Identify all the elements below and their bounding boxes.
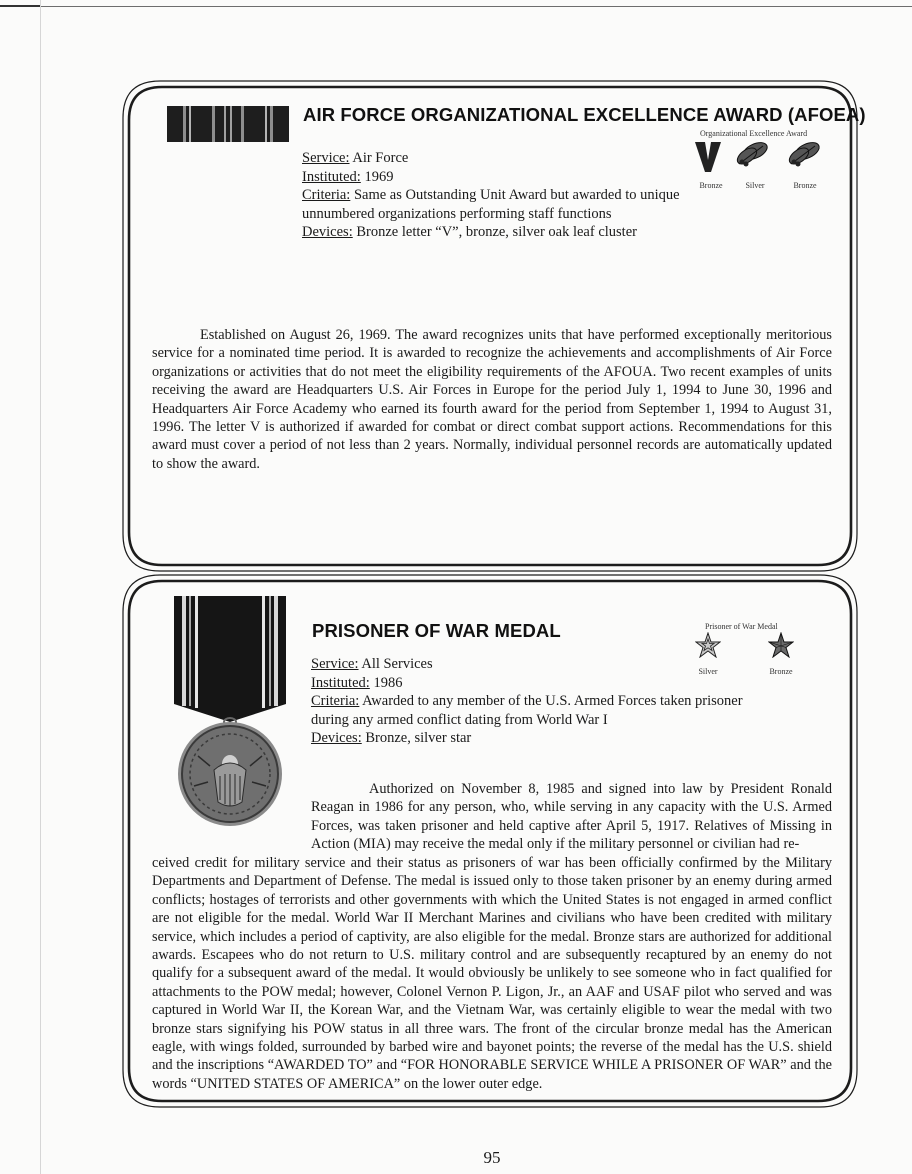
afoea-device-label-1: Bronze <box>699 181 723 190</box>
pow-criteria-line1: Awarded to any member of the U.S. Armed Forces taken prisoner <box>362 693 743 709</box>
pow-device-label-2: Bronze <box>769 667 793 676</box>
afoea-criteria-key: Criteria: <box>302 187 351 203</box>
afoea-ribbon <box>167 106 289 142</box>
afoea-title: AIR FORCE ORGANIZATIONAL EXCELLENCE AWARD (AFOEA) <box>303 104 866 125</box>
pow-criteria-key: Criteria: <box>311 693 360 709</box>
afoea-devices-key: Devices: <box>302 224 353 240</box>
pow-devices: Bronze, silver star <box>365 730 472 746</box>
pow-device-label-1: Silver <box>698 667 718 676</box>
pow-body-intro: Authorized on November 8, 1985 and signed into law by President Ronald Reagan in 1986 for any person, who, while serving in any capacity with the U.S. Armed Forces, was taken prisoner and held captive after April 5, 1917. Relatives of Missing in Action (MIA) may receive the medal only if the military personnel or civilian had re- <box>311 781 832 853</box>
afoea-criteria-line2: unnumbered organizations performing staff functions <box>302 205 612 222</box>
top-rule <box>0 6 912 7</box>
pow-criteria-line2: during any armed conflict dating from World War I <box>311 711 608 728</box>
pow-instituted-key: Instituted: <box>311 674 370 691</box>
pow-service: All Services <box>361 656 433 672</box>
afoea-body: Established on August 26, 1969. The award recognizes units that have performed exceptionally meritorious service for a nominated time period. It is awarded to recognize the achievements and accomplishments of Air Force organizations or activities that do not meet the eligibility requirements of the AFOUA. Two recent examples of units receiving the award are Headquarters U.S. Air Forces in Europe for the period July 1, 1994 to June 30, 1996 and Headquarters Air Force Academy who earned its fourth award for the period from September 1, 1994 to August 31, 1996. The letter V is authorized if awarded for combat or direct combat support actions. Recommendations for this award must cover a period of not less than 2 years. Normally, individual personnel records are automatically updated to show the award. <box>152 327 832 472</box>
pow-service-key: Service: <box>311 656 359 672</box>
binding-line <box>40 0 41 1174</box>
pow-body-rest: ceived credit for military service and their status as prisoners of war has been officially confirmed by the Military Departments and Department of Defense. The medal is issued only to those taken prisoner by an enemy during armed conflicts; hostages of terrorists and other governments with which the United States is not engaged in armed conflict are not eligible for the medal. World War II Merchant Marines and civilians who have been credited with military service, which includes a period of captivity, are also eligible for the medal. Bronze stars are authorized for additional awards. Escapees who do not return to U.S. military control and are subsequently recaptured by an enemy do not qualify for a subsequent award of the medal. It would obviously be unlikely to see someone who in fact qualified for attachments to the POW medal; however, Colonel Vernon P. Ligon, Jr., an AAF and USAF pilot who served and was captured in World War II, the Korean War, and the Vietnam War, was certainly eligible to wear the medal with two bronze stars signifying his POW status in all three wars. The front of the circular bronze medal has the American eagle, with wings folded, surrounded by barbed wire and bayonet points; the reverse of the medal has the U.S. shield and the inscriptions “AWARDED TO” and “FOR HONORABLE SERVICE WHILE A PRISONER OF WAR” and the words “UNITED STATES OF AMERICA” on the lower outer edge. <box>152 855 832 1092</box>
afoea-device-label-2: Silver <box>745 181 765 190</box>
page-number: 95 <box>483 1148 501 1167</box>
afoea-service: Air Force <box>352 150 409 166</box>
afoea-devices-caption: Organizational Excellence Award <box>700 129 808 138</box>
pow-devices-key: Devices: <box>311 730 362 746</box>
pow-medal-image <box>170 596 290 826</box>
top-rule-accent <box>0 5 40 7</box>
silver-oak-leaf-cluster-icon <box>735 140 771 168</box>
afoea-instituted: 1969 <box>364 168 394 185</box>
bronze-oak-leaf-cluster-icon <box>787 140 823 168</box>
afoea-criteria-line1: Same as Outstanding Unit Award but awarded to unique <box>353 187 680 203</box>
afoea-instituted-key: Instituted: <box>302 168 361 185</box>
pow-title: PRISONER OF WAR MEDAL <box>312 620 561 641</box>
pow-info <box>311 655 781 748</box>
pow-instituted: 1986 <box>373 674 403 691</box>
afoea-info <box>302 149 702 242</box>
afoea-devices: Bronze letter “V”, bronze, silver oak leaf cluster <box>356 224 637 240</box>
afoea-service-key: Service: <box>302 150 350 166</box>
pow-devices-caption: Prisoner of War Medal <box>705 622 778 631</box>
afoea-device-label-3: Bronze <box>793 181 817 190</box>
